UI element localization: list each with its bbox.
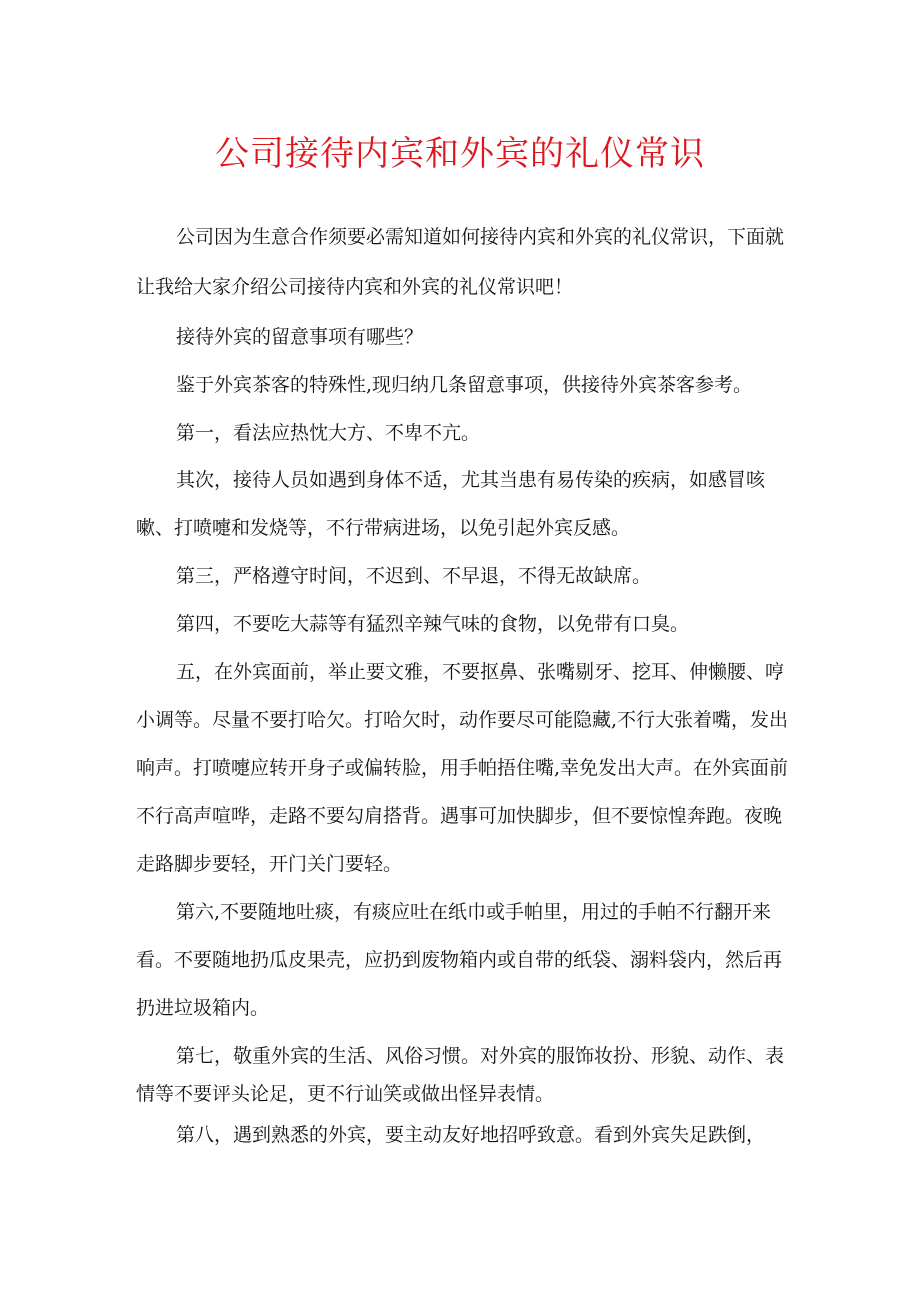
paragraph-point-5: 五，在外宾面前，举止要文雅，不要抠鼻、张嘴剔牙、挖耳、伸懒腰、哼小调等。尽量不要打哈欠。打哈欠时，动作要尽可能隐藏,不行大张着嘴，发出响声。打喷嚏应转开身子或偏转脸，用手帕捂住嘴,幸免发出大声。在外宾面前不行高声喧哗，走路不要勾肩搭背。遇事可加快脚步，但不要惊惶奔跑。夜晚走路脚步要轻，开门关门要轻。 <box>136 661 789 875</box>
paragraph-point-4: 第四，不要吃大蒜等有猛烈辛辣气味的食物，以免带有口臭。 <box>176 613 690 635</box>
paragraph-question: 接待外宾的留意事项有哪些？ <box>176 326 424 348</box>
paragraph-point-7: 第七，敬重外宾的生活、风俗习惯。对外宾的服饰妆扮、形貌、动作、表情等不要评头论足，更不行讪笑或做出怪异表情。 <box>136 1045 785 1105</box>
paragraph-intro: 公司因为生意合作须要必需知道如何接待内宾和外宾的礼仪常识，下面就让我给大家介绍公司接待内宾和外宾的礼仪常识吧！ <box>136 226 785 298</box>
paragraph-summary: 鉴于外宾茶客的特殊性,现归纳几条留意事项，供接待外宾茶客参考。 <box>176 374 753 396</box>
paragraph-point-1: 第一，看法应热忱大方、不卑不亢。 <box>176 422 481 444</box>
paragraph-point-3: 第三，严格遵守时间，不迟到、不早退，不得无故缺席。 <box>176 565 652 587</box>
paragraph-point-6: 第六,不要随地吐痰，有痰应吐在纸巾或手帕里，用过的手帕不行翻开来看。不要随地扔瓜皮果壳，应扔到废物箱内或自带的纸袋、溺料袋内，然后再扔进垃圾箱内。 <box>136 901 783 1019</box>
paragraph-point-2: 其次，接待人员如遇到身体不适，尤其当患有易传染的疾病，如感冒咳嗽、打喷嚏和发烧等，不行带病进场，以免引起外宾反感。 <box>136 469 766 539</box>
document-title: 公司接待内宾和外宾的礼仪常识 <box>215 134 705 174</box>
paragraph-point-8: 第八，遇到熟悉的外宾，要主动友好地招呼致意。看到外宾失足跌倒， <box>176 1124 766 1146</box>
